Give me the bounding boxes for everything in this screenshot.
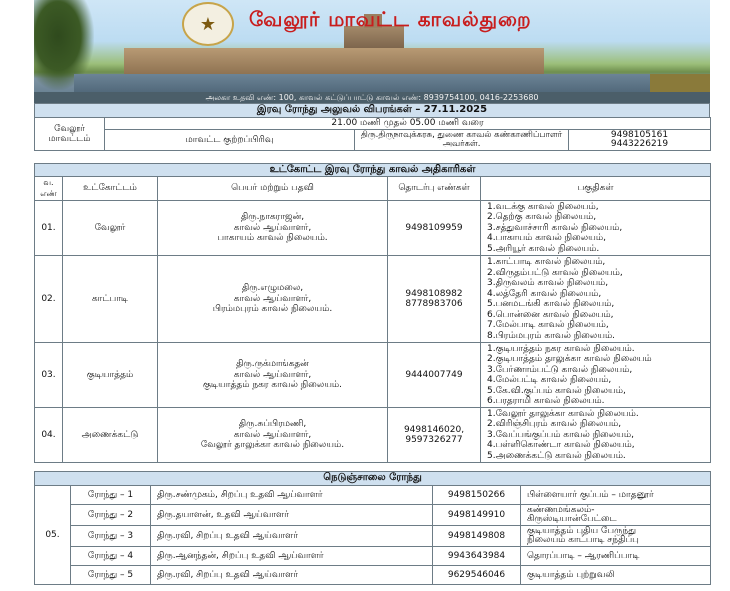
patrol-officer: திரு.சண்முகம், சிறப்பு உதவி ஆய்வாளர் [151, 486, 433, 505]
col-header-division: உட்கோட்டம் [63, 177, 158, 201]
patrol-phone: 9498150266 [433, 486, 521, 505]
patrol-label: ரோந்து – 4 [71, 547, 151, 566]
dept-cell: மாவட்ட குற்றப்பிரிவு [105, 130, 355, 151]
grass-decoration [650, 74, 710, 92]
row-phone: 9498108982 8778983706 [388, 256, 481, 343]
row-division: வேலூர் [63, 201, 158, 256]
patrol-officer: திரு.தயாளன், உதவி ஆய்வாளர் [151, 505, 433, 526]
patrol-area: பிள்ளையார் குப்பம் – மாதனூர் [521, 486, 711, 505]
row-phone: 9498109959 [388, 201, 481, 256]
patrol-area: தொரப்பாடி – ஆரணிப்பாடி [521, 547, 711, 566]
patrol-label: ரோந்து – 1 [71, 486, 151, 505]
patrol-label: ரோந்து – 3 [71, 526, 151, 547]
address-strip: அலகா உதவி எண்: 100, காவல் கட்டுப்பாட்டு காவல் எண்: 8939754100, 0416-2253680 [34, 92, 710, 103]
dept-officer: திரு.திருநாவுக்கரசு, துணை காவல் கண்காணிப்பாளர் அவர்கள். [355, 130, 569, 151]
patrol-label: ரோந்து – 2 [71, 505, 151, 526]
header-banner [34, 0, 710, 103]
document-page [34, 0, 710, 591]
district-cell: வேலூர் மாவட்டம் [35, 118, 105, 151]
patrol-area: குடியாத்தம் புற்றுவலி [521, 566, 711, 585]
row-division: காட்பாடி [63, 256, 158, 343]
highway-no: 05. [35, 486, 71, 585]
dept-phones: 9498105161 9443226219 [569, 130, 711, 151]
fort-wall [124, 48, 544, 74]
row-no: 02. [35, 256, 63, 343]
row-phone: 9444007749 [388, 343, 481, 408]
patrol-label: ரோந்து – 5 [71, 566, 151, 585]
row-officer: திரு.நாகராஜன், காவல் ஆய்வாளர், பாகாயம் காவல் நிலையம். [158, 201, 388, 256]
subdivision-table [34, 163, 711, 463]
row-areas: 1.வேலூர் தாலுக்கா காவல் நிலையம். 2.விரிஞ்சிபுரம் காவல் நிலையம், 3.வேப்பங்குப்பம் காவல் நிலையம், 4.பள்ளிகொண்டா காவல் நிலையம், 5.அணைக்கட்டு காவல் நிலையம். [481, 408, 711, 463]
highway-section-title: நெடுஞ்சாலை ரோந்து [35, 472, 711, 486]
duty-info-table [34, 117, 711, 151]
row-division: குடியாத்தம் [63, 343, 158, 408]
row-areas: 1.வடக்கு காவல் நிலையம், 2.தெற்கு காவல் நிலையம், 3.சத்துவாச்சாரி காவல் நிலையம், 4.பாகாயம் காவல் நிலையம், 5.அரியூர் காவல் நிலையம். [481, 201, 711, 256]
police-emblem-icon: ★ [182, 2, 234, 46]
row-no: 01. [35, 201, 63, 256]
patrol-phone: 9498149808 [433, 526, 521, 547]
duty-title: இரவு ரோந்து அலுவல் விபரங்கள் – 27.11.2025 [35, 104, 710, 118]
patrol-phone: 9498149910 [433, 505, 521, 526]
moat-water [74, 74, 710, 92]
duty-time: 21.00 மணி முதல் 05.00 மணி வரை [105, 118, 711, 130]
patrol-officer: திரு.ஆனந்தன், சிறப்பு உதவி ஆய்வாளர் [151, 547, 433, 566]
patrol-area: குடியாத்தம் புதிய பேருந்து நிலையம் காட்பாடி சந்திப்பு [521, 526, 711, 547]
patrol-phone: 9943643984 [433, 547, 521, 566]
highway-table [34, 471, 711, 585]
row-officer: திரு.ருக்மாங்கதன் காவல் ஆய்வாளர், குடியாத்தம் நகர காவல் நிலையம். [158, 343, 388, 408]
row-no: 03. [35, 343, 63, 408]
col-header-no: வ. எண் [35, 177, 63, 201]
col-header-officer: பெயர் மற்றும் பதவி [158, 177, 388, 201]
patrol-officer: திரு.ரவி, சிறப்பு உதவி ஆய்வாளர் [151, 566, 433, 585]
page-title: வேலூர் மாவட்ட காவல்துறை [249, 7, 532, 31]
patrol-officer: திரு.ரவி, சிறப்பு உதவி ஆய்வாளர் [151, 526, 433, 547]
subdivision-section-title: உட்கோட்ட இரவு ரோந்து காவல் அதிகாரிகள் [35, 164, 711, 177]
patrol-phone: 9629546046 [433, 566, 521, 585]
row-officer: திரு.சுப்பிரமணி, காவல் ஆய்வாளர், வேலூர் தாலுக்கா காவல் நிலையம். [158, 408, 388, 463]
row-no: 04. [35, 408, 63, 463]
col-header-areas: பகுதிகள் [481, 177, 711, 201]
duty-title-table [34, 103, 710, 118]
col-header-phone: தொடர்பு எண்கள் [388, 177, 481, 201]
row-areas: 1.காட்பாடி காவல் நிலையம், 2.விருதம்பட்டு காவல் நிலையம், 3.திருவலம் காவல் நிலையம், 4.லத்தேரி காவல் நிலையம், 5.பனமடங்கி காவல் நிலையம், 6.பொன்னை காவல் நிலையம், 7.மேல்பாடி காவல் நிலையம், 8.பிரம்மபுரம் காவல் நிலையம். [481, 256, 711, 343]
patrol-area: கண்ணமங்கலம்- கிருஸ்டியான்பேட்டை [521, 505, 711, 526]
row-division: அணைக்கட்டு [63, 408, 158, 463]
row-phone: 9498146020, 9597326277 [388, 408, 481, 463]
row-areas: 1.குடியாத்தம் நகர காவல் நிலையம். 2.குடியாத்தம் தாலுக்கா காவல் நிலையம் 3.பேர்ணாம்பட்டு காவல் நிலையம், 4.மேல்பட்டி காவல் நிலையம், 5.கே.வி.குப்பம் காவல் நிலையம், 6.பரதராமி காவல் நிலையம். [481, 343, 711, 408]
row-officer: திரு.எழுமலை, காவல் ஆய்வாளர், பிரம்மபுரம் காவல் நிலையம். [158, 256, 388, 343]
